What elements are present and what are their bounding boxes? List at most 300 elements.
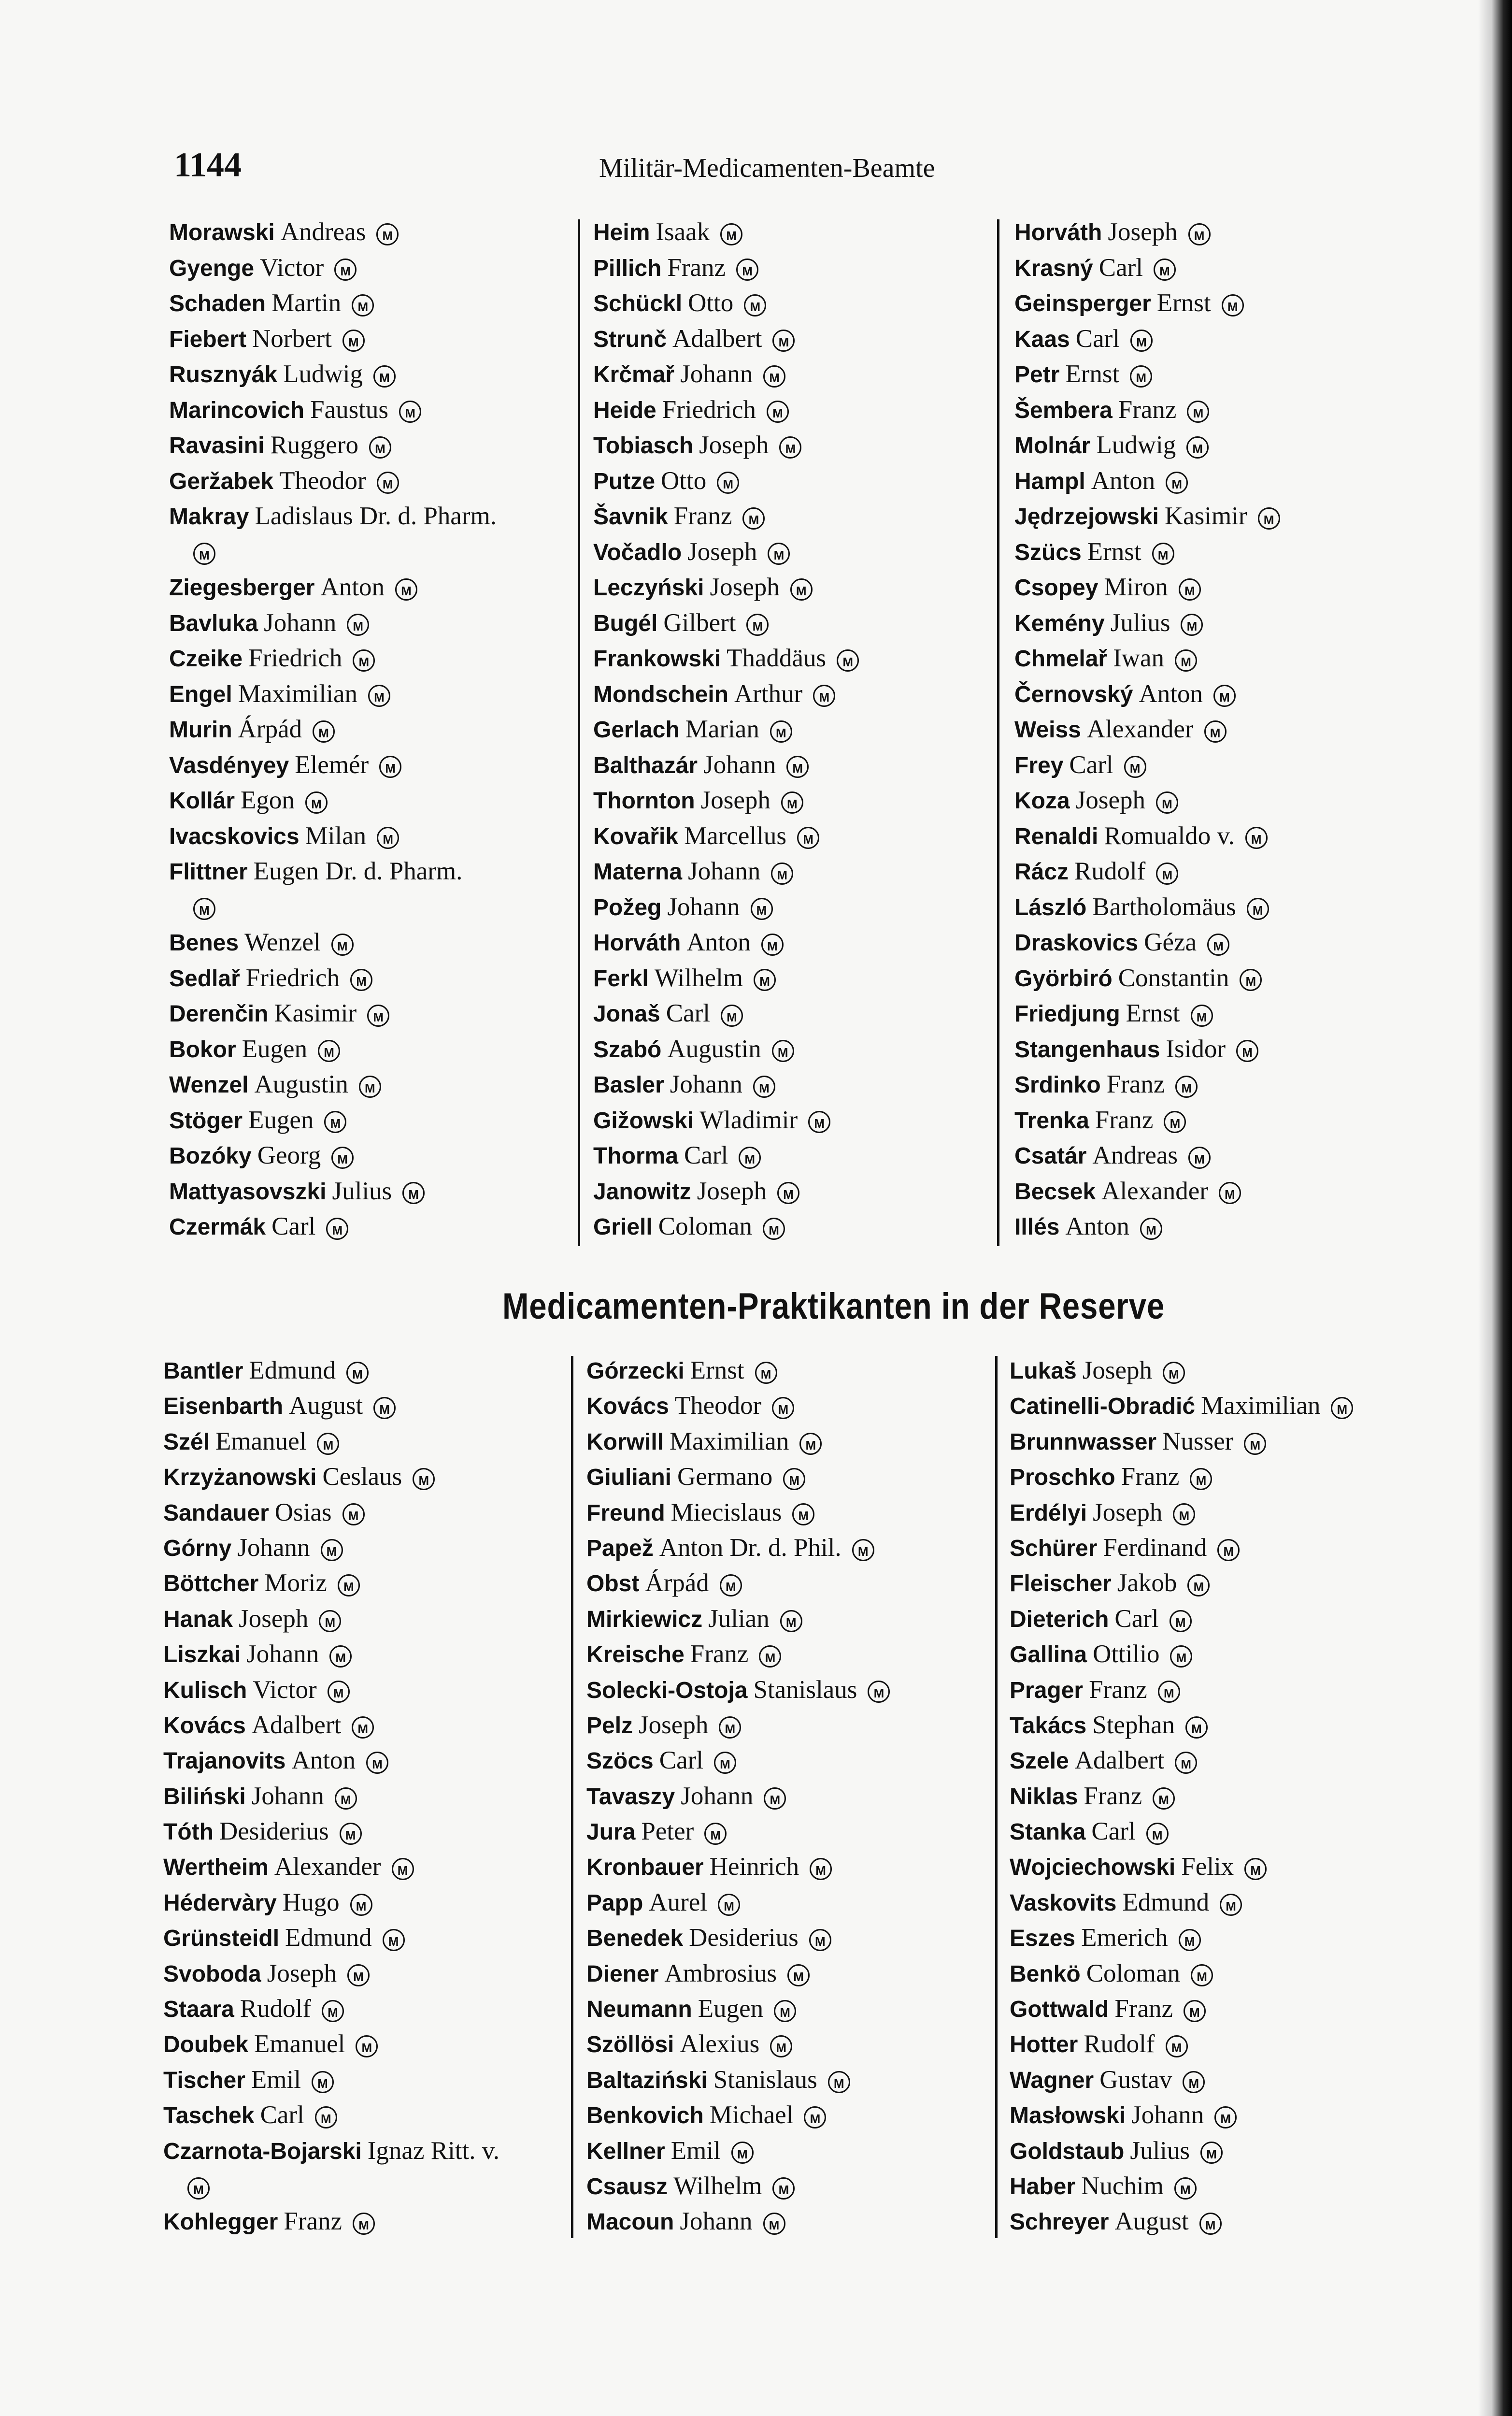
surname: Ivacskovics xyxy=(169,823,300,849)
m-badge-icon: M xyxy=(761,934,784,956)
given-name: Edmund xyxy=(249,1356,336,1384)
surname: Molnár xyxy=(1014,433,1091,459)
m-badge-icon: M xyxy=(187,2177,210,2200)
list-item xyxy=(1014,357,1280,392)
list-item xyxy=(169,428,497,463)
surname: Flittner xyxy=(169,859,248,885)
surname: Kreische xyxy=(586,1642,685,1668)
list-item xyxy=(163,1530,499,1566)
surname: Murin xyxy=(169,717,232,743)
given-name: Wilhelm xyxy=(673,2172,762,2200)
given-name: Ludwig xyxy=(1096,431,1176,459)
given-name: Maximilian xyxy=(670,1427,789,1455)
m-badge-icon: M xyxy=(1207,934,1229,956)
surname: Goldstaub xyxy=(1010,2138,1125,2164)
m-badge-icon: M xyxy=(1187,1574,1210,1596)
list-item xyxy=(1014,215,1280,250)
m-badge-icon: M xyxy=(1217,1539,1240,1561)
list-item xyxy=(586,1708,890,1743)
surname: Doubek xyxy=(163,2032,249,2058)
list-item xyxy=(593,712,859,748)
surname: Dieterich xyxy=(1010,1606,1109,1632)
list-item xyxy=(1010,1672,1353,1708)
given-name: Ernst xyxy=(1156,289,1211,317)
m-badge-icon: M xyxy=(718,1894,740,1916)
given-name: Franz xyxy=(667,253,726,282)
m-badge-icon: M xyxy=(1244,1433,1266,1455)
list-item xyxy=(593,819,859,854)
list-item xyxy=(586,2027,890,2062)
list-item xyxy=(169,499,497,534)
given-name: Constantin xyxy=(1118,964,1229,992)
given-name: Eugen Dr. d. Pharm. xyxy=(253,857,463,885)
list-item xyxy=(1010,2204,1353,2239)
m-badge-icon: M xyxy=(772,1397,794,1419)
surname: Fleischer xyxy=(1010,1571,1112,1597)
surname: Stangenhaus xyxy=(1014,1036,1160,1063)
list-item xyxy=(1014,250,1280,286)
surname: Benes xyxy=(169,930,239,956)
given-name: Theodor xyxy=(674,1392,762,1420)
m-badge-icon: M xyxy=(763,1218,785,1240)
list-item xyxy=(1010,1708,1353,1743)
list-item xyxy=(586,1353,890,1388)
list-item xyxy=(593,961,859,996)
given-name: Isaak xyxy=(656,218,710,246)
given-name: Árpád xyxy=(645,1569,709,1597)
list-item xyxy=(1014,961,1280,996)
m-badge-icon: M xyxy=(746,614,769,636)
given-name: Otto xyxy=(688,289,734,317)
m-badge-icon: M xyxy=(1185,1716,1208,1739)
m-badge-icon: M xyxy=(837,649,859,672)
m-badge-icon: M xyxy=(1200,2142,1223,2164)
surname: Janowitz xyxy=(593,1179,691,1205)
given-name: Franz xyxy=(1089,1675,1147,1704)
given-name: Nuchim xyxy=(1081,2172,1164,2200)
surname: Böttcher xyxy=(163,1571,259,1597)
m-badge-icon: M xyxy=(781,791,803,814)
m-badge-icon: M xyxy=(193,898,215,920)
surname: László xyxy=(1014,894,1087,920)
given-name: Franz xyxy=(1118,395,1177,424)
surname: Rácz xyxy=(1014,859,1069,885)
given-name: Adalbert xyxy=(1074,1746,1165,1775)
m-badge-icon: M xyxy=(1247,898,1269,920)
list-item xyxy=(586,1388,890,1424)
list-item xyxy=(593,357,859,392)
m-badge-icon: M xyxy=(799,1433,822,1455)
list-item xyxy=(169,357,497,392)
surname: Benedek xyxy=(586,1926,684,1952)
list-item xyxy=(586,1672,890,1708)
given-name: Johann xyxy=(670,1070,742,1098)
given-name: Victor xyxy=(260,253,324,282)
m-badge-icon: M xyxy=(783,1468,805,1490)
list-item xyxy=(1014,286,1280,321)
surname: Gyenge xyxy=(169,255,255,281)
list-item xyxy=(1010,1637,1353,1672)
m-badge-icon: M xyxy=(1331,1397,1353,1419)
m-badge-icon: M xyxy=(334,259,357,281)
surname: Kulisch xyxy=(163,1677,247,1703)
surname: Srdinko xyxy=(1014,1072,1101,1098)
surname: Szél xyxy=(163,1429,210,1455)
surname: Wertheim xyxy=(163,1855,269,1881)
list-item xyxy=(593,890,859,925)
m-badge-icon: M xyxy=(1152,543,1174,565)
list-item xyxy=(1014,392,1280,428)
surname: Wenzel xyxy=(169,1072,249,1098)
list-item xyxy=(169,925,497,961)
given-name: Carl xyxy=(1114,1604,1159,1633)
beamte-column-3 xyxy=(1014,215,1280,1245)
list-item xyxy=(163,1459,499,1495)
list-item xyxy=(163,2098,499,2133)
reserve-column-3 xyxy=(1010,1353,1353,2240)
m-badge-icon: M xyxy=(770,720,792,743)
list-item xyxy=(1010,1530,1353,1566)
given-name: Maximilian xyxy=(1201,1392,1321,1420)
m-badge-icon: M xyxy=(1188,223,1211,245)
list-item xyxy=(586,2133,890,2169)
given-name: Géza xyxy=(1144,928,1197,956)
given-name: Franz xyxy=(1084,1782,1142,1810)
list-item xyxy=(593,1209,859,1245)
surname: Pillich xyxy=(593,255,662,281)
given-name: Edmund xyxy=(285,1924,372,1952)
surname: Górny xyxy=(163,1535,232,1561)
given-name: Stanislaus xyxy=(753,1675,857,1704)
given-name: Ottilio xyxy=(1093,1640,1160,1668)
list-item xyxy=(586,2204,890,2239)
m-badge-icon: M xyxy=(402,1182,425,1204)
given-name: Ludwig xyxy=(283,360,363,388)
list-item xyxy=(586,2098,890,2133)
list-item xyxy=(593,1174,859,1209)
surname: Catinelli-Obradić xyxy=(1010,1394,1196,1420)
given-name: Germano xyxy=(677,1463,773,1491)
list-item xyxy=(1010,1920,1353,1956)
surname: Pelz xyxy=(586,1712,633,1739)
surname: Papež xyxy=(586,1535,654,1561)
surname: Górzecki xyxy=(586,1358,685,1384)
m-badge-icon: M xyxy=(787,1964,810,1986)
surname: Szöllösi xyxy=(586,2032,674,2058)
surname: Krasný xyxy=(1014,255,1093,281)
m-badge-icon: M xyxy=(326,1218,348,1240)
given-name: Anton xyxy=(320,573,385,601)
list-item xyxy=(1014,783,1280,819)
m-badge-icon: M xyxy=(1213,685,1236,707)
list-item xyxy=(593,1103,859,1138)
surname: Friedjung xyxy=(1014,1001,1120,1027)
m-badge-icon: M xyxy=(1146,1823,1169,1845)
m-badge-icon: M xyxy=(342,1503,365,1525)
m-badge-icon: M xyxy=(1199,2213,1222,2235)
m-badge-icon: M xyxy=(719,1716,741,1739)
list-item xyxy=(586,1495,890,1530)
surname: Jędrzejowski xyxy=(1014,504,1159,530)
given-name: Friedrich xyxy=(248,644,342,672)
given-name: Anton Dr. d. Phil. xyxy=(659,1533,842,1562)
surname: Požeg xyxy=(593,894,662,920)
given-name: Coloman xyxy=(1086,1959,1181,1987)
given-name: Isidor xyxy=(1166,1035,1226,1063)
surname: Griell xyxy=(593,1214,653,1240)
list-item xyxy=(169,783,497,819)
given-name: Eugen xyxy=(698,1995,764,2023)
surname: Hédervàry xyxy=(163,1890,277,1916)
m-badge-icon: M xyxy=(1170,1645,1192,1668)
given-name: Joseph xyxy=(697,1177,767,1205)
given-name: Ceslaus xyxy=(322,1463,402,1491)
surname: Taschek xyxy=(163,2103,255,2129)
m-badge-icon: M xyxy=(1245,827,1268,849)
m-badge-icon: M xyxy=(1188,1147,1211,1169)
given-name: Romualdo v. xyxy=(1104,821,1235,850)
list-item xyxy=(586,2169,890,2204)
given-name: Augustin xyxy=(254,1070,348,1098)
list-item xyxy=(593,925,859,961)
list-item xyxy=(586,1637,890,1672)
surname: Mirkiewicz xyxy=(586,1606,703,1632)
m-badge-icon: M xyxy=(350,969,372,991)
list-item xyxy=(169,570,497,605)
m-badge-icon: M xyxy=(1222,294,1244,316)
m-badge-icon: M xyxy=(1179,1929,1201,1951)
m-badge-icon: M xyxy=(353,2213,375,2235)
surname: Kellner xyxy=(586,2138,665,2164)
given-name: Carl xyxy=(1098,253,1143,282)
list-item xyxy=(169,392,497,428)
surname: Obst xyxy=(586,1571,640,1597)
m-badge-icon: M xyxy=(313,720,335,743)
list-item xyxy=(163,1849,499,1884)
surname: Fiebert xyxy=(169,326,247,352)
m-badge-icon: M xyxy=(1181,614,1203,636)
m-badge-icon: M xyxy=(810,1858,832,1880)
m-badge-icon: M xyxy=(368,685,390,707)
given-name: Martin xyxy=(271,289,342,317)
list-item xyxy=(593,1138,859,1174)
surname: Materna xyxy=(593,859,683,885)
m-badge-icon: M xyxy=(347,614,369,636)
list-item xyxy=(169,1174,497,1209)
list-item xyxy=(1010,1566,1353,1601)
given-name: Franz xyxy=(673,502,732,530)
surname: Becsek xyxy=(1014,1179,1096,1205)
given-name: Árpád xyxy=(238,715,302,743)
list-item xyxy=(163,1424,499,1459)
m-badge-icon: M xyxy=(329,1645,352,1668)
surname: Strunč xyxy=(593,326,667,352)
m-badge-icon: M xyxy=(1175,1076,1198,1098)
given-name: Friedrich xyxy=(245,964,340,992)
surname: Vasdényey xyxy=(169,752,289,778)
surname: Benkö xyxy=(1010,1961,1081,1987)
page-number: 1144 xyxy=(174,145,242,184)
beamte-column-1 xyxy=(169,215,497,1245)
surname: Schückl xyxy=(593,291,683,316)
given-name: Aurel xyxy=(649,1888,708,1916)
list-item xyxy=(169,712,497,748)
given-name: Gilbert xyxy=(663,608,736,637)
given-name: Wladimir xyxy=(699,1106,798,1134)
surname: Tobiasch xyxy=(593,433,694,459)
given-name: Carl xyxy=(684,1141,728,1169)
list-item xyxy=(586,1814,890,1849)
m-badge-icon: M xyxy=(780,1610,802,1632)
list-item xyxy=(586,1991,890,2027)
surname: Geinsperger xyxy=(1014,291,1151,316)
given-name: Franz xyxy=(284,2207,342,2236)
surname: Vaskovits xyxy=(1010,1890,1117,1916)
surname: Gallina xyxy=(1010,1642,1087,1668)
surname: Heim xyxy=(593,220,650,245)
surname: Diener xyxy=(586,1961,659,1987)
m-badge-icon: M xyxy=(356,2035,378,2057)
list-item xyxy=(1014,641,1280,676)
m-badge-icon: M xyxy=(813,685,835,707)
list-item xyxy=(586,1849,890,1884)
surname: Thornton xyxy=(593,788,695,814)
given-name: Kasimir xyxy=(274,999,357,1027)
given-name: Johann xyxy=(703,750,776,779)
m-badge-icon: M xyxy=(338,1574,360,1596)
list-item xyxy=(1014,712,1280,748)
given-name: Julius xyxy=(1110,608,1170,637)
given-name: Augustin xyxy=(667,1035,761,1063)
m-badge-icon: M xyxy=(754,969,776,991)
surname: Geržabek xyxy=(169,468,274,494)
m-badge-icon: M xyxy=(305,791,328,814)
m-badge-icon: M xyxy=(347,1964,370,1986)
m-badge-icon: M xyxy=(1153,1787,1175,1810)
given-name: Coloman xyxy=(658,1212,753,1240)
given-name: Johann xyxy=(264,608,337,637)
surname: Horváth xyxy=(1014,220,1102,245)
m-badge-icon: M xyxy=(346,1362,369,1384)
list-item xyxy=(169,1103,497,1138)
surname: Hotter xyxy=(1010,2032,1078,2058)
given-name: Otto xyxy=(661,466,707,495)
given-name: Joseph xyxy=(710,573,780,601)
list-item xyxy=(1014,996,1280,1032)
given-name: Carl xyxy=(666,999,710,1027)
list-item xyxy=(593,570,859,605)
surname: Bokor xyxy=(169,1036,236,1063)
given-name: Johann xyxy=(681,1782,754,1810)
surname: Gižowski xyxy=(593,1107,694,1134)
given-name: Adalbert xyxy=(251,1711,342,1739)
list-item xyxy=(586,1743,890,1778)
surname: Bugél xyxy=(593,610,658,636)
m-badge-icon: M xyxy=(797,827,819,849)
list-item xyxy=(163,1495,499,1530)
surname: Makray xyxy=(169,504,249,530)
list-item xyxy=(163,1956,499,1991)
m-badge-icon: M xyxy=(714,1752,736,1774)
m-badge-icon: M xyxy=(331,1147,354,1169)
surname: Schürer xyxy=(1010,1535,1098,1561)
given-name: Alexander xyxy=(274,1853,381,1881)
given-name: Joseph xyxy=(1075,786,1145,814)
list-item xyxy=(1014,570,1280,605)
surname: Czermák xyxy=(169,1214,266,1240)
m-badge-icon: M xyxy=(1236,1040,1258,1062)
given-name: Heinrich xyxy=(709,1853,799,1881)
m-badge-icon: M xyxy=(335,1787,357,1810)
m-badge-icon: M xyxy=(379,756,401,778)
m-badge-icon: M xyxy=(1166,472,1188,494)
surname: Csopey xyxy=(1014,575,1098,601)
surname: Draskovics xyxy=(1014,930,1139,956)
m-badge-icon: M xyxy=(1244,1858,1267,1880)
given-name: Theodor xyxy=(279,466,366,495)
surname: Niklas xyxy=(1010,1783,1078,1810)
m-badge-icon: M xyxy=(717,472,739,494)
surname: Ziegesberger xyxy=(169,575,315,601)
list-item xyxy=(1010,1495,1353,1530)
list-item xyxy=(1010,1388,1353,1424)
m-badge-icon: M xyxy=(367,1005,389,1027)
m-badge-icon: M xyxy=(759,1645,781,1668)
surname: Czarnota-Bojarski xyxy=(163,2138,362,2164)
given-name: Carl xyxy=(1091,1817,1136,1846)
m-badge-icon: M xyxy=(1187,401,1209,423)
m-badge-icon: M xyxy=(319,1610,341,1632)
m-badge-icon: M xyxy=(763,2213,785,2235)
given-name: Moriz xyxy=(264,1569,327,1597)
list-item xyxy=(169,321,497,357)
surname: Stöger xyxy=(169,1107,243,1134)
m-badge-icon: M xyxy=(704,1823,727,1845)
list-item xyxy=(1014,748,1280,783)
surname: Horváth xyxy=(593,930,681,956)
list-item xyxy=(163,1637,499,1672)
given-name: Emil xyxy=(670,2136,721,2165)
list-item xyxy=(593,783,859,819)
surname: Hampl xyxy=(1014,468,1085,494)
surname: Kovács xyxy=(586,1394,669,1420)
given-name: Anton xyxy=(1139,679,1203,708)
given-name: Marian xyxy=(685,715,759,743)
list-item xyxy=(163,1743,499,1778)
list-item xyxy=(169,1067,497,1103)
given-name: Andreas xyxy=(280,218,366,246)
surname: Marincovich xyxy=(169,397,305,423)
list-item xyxy=(1010,2169,1353,2204)
m-badge-icon: M xyxy=(352,294,374,316)
list-item xyxy=(169,996,497,1032)
list-item xyxy=(169,215,497,250)
surname: Macoun xyxy=(586,2209,674,2235)
given-name: Stanislaus xyxy=(713,2065,817,2094)
given-name: Gustav xyxy=(1099,2065,1172,2094)
m-badge-icon: M xyxy=(755,1362,777,1384)
given-name: Peter xyxy=(641,1817,694,1846)
list-item xyxy=(1010,2133,1353,2169)
surname: Staara xyxy=(163,1997,234,2023)
surname: Trenka xyxy=(1014,1107,1089,1134)
list-item xyxy=(169,1138,497,1174)
surname: Freund xyxy=(586,1500,665,1526)
m-badge-icon: M xyxy=(772,2177,795,2200)
given-name: Carl xyxy=(659,1746,703,1775)
list-item xyxy=(593,676,859,712)
surname: Eisenbarth xyxy=(163,1394,284,1420)
